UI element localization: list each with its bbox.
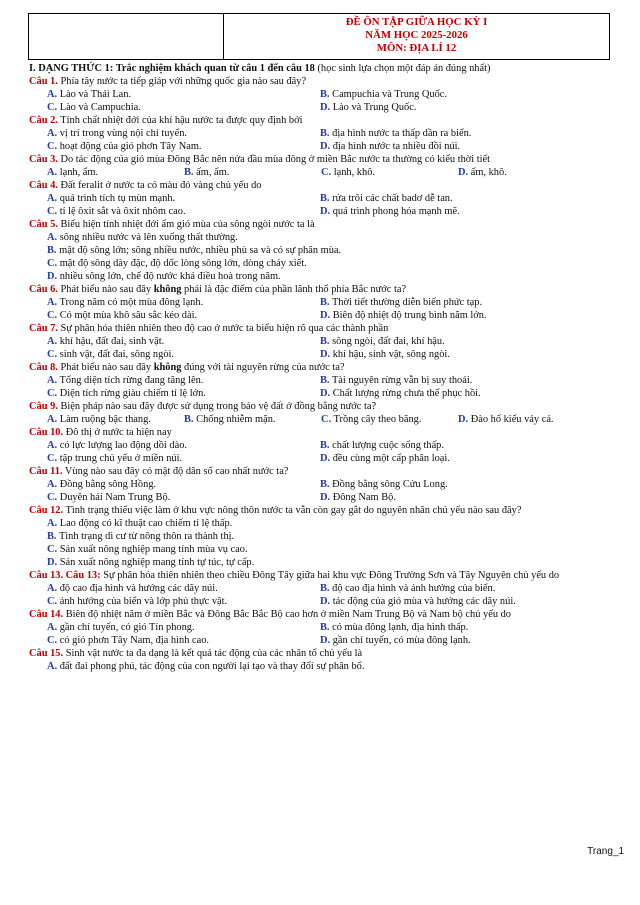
option-letter: C.: [47, 206, 58, 217]
option-text: rửa trôi các chất badơ dễ tan.: [332, 193, 453, 204]
option-letter: D.: [320, 492, 331, 503]
answer-option: [47, 88, 320, 101]
answer-option: [320, 478, 593, 491]
option-text: đều cùng một cấp phân loại.: [332, 453, 450, 464]
option-text: khí hậu, sinh vật, sông ngòi.: [332, 349, 450, 360]
question-text: Sự phân hóa thiên nhiên theo chiều Đông Tây giữa hai khu vực Đông Trường Sơn và Tây Nguyên chủ yếu do: [103, 570, 560, 581]
question-stem: [29, 283, 619, 296]
question-label: Câu 9.: [29, 401, 58, 412]
answer-option: [184, 413, 321, 426]
answer-option: [47, 582, 320, 595]
exam-content: [29, 62, 619, 673]
answer-option: [47, 595, 320, 608]
page-number: Trang_1: [587, 846, 624, 857]
answer-options: [47, 166, 619, 179]
answer-options: [47, 296, 619, 322]
option-letter: A.: [47, 479, 58, 490]
question-keyword: không: [153, 284, 182, 295]
option-letter: B.: [47, 531, 57, 542]
answer-option: [320, 296, 593, 309]
option-letter: A.: [47, 193, 58, 204]
option-letter: B.: [320, 479, 330, 490]
question-text: Đô thị ở nước ta hiện nay: [65, 427, 172, 438]
option-letter: B.: [320, 440, 330, 451]
question-stem: [29, 218, 619, 231]
option-text: Thời tiết thường diễn biến phức tạp.: [331, 297, 483, 308]
option-letter: D.: [320, 635, 331, 646]
option-text: mật độ sông lớn; sông nhiều nước, nhiều phù sa và có sự phân mùa.: [59, 245, 342, 256]
option-letter: C.: [47, 349, 58, 360]
option-text: nhiều sông lớn, chế độ nước khá điều hoà trong năm.: [59, 271, 281, 282]
option-text: tập trung chủ yếu ở miền núi.: [59, 453, 183, 464]
option-letter: C.: [47, 453, 58, 464]
answer-option: [458, 413, 595, 426]
subject: MÔN: ĐỊA LÍ 12: [376, 42, 457, 54]
answer-option: [320, 387, 593, 400]
option-text: Đồng bằng sông Cửu Long.: [332, 479, 448, 490]
option-text: ảnh hưởng của biển và lớp phủ thực vật.: [59, 596, 228, 607]
answer-options: [47, 88, 619, 114]
question-12: [29, 504, 619, 569]
option-text: khí hậu, đất đai, sinh vật.: [59, 336, 165, 347]
answer-option: [47, 439, 320, 452]
answer-option: [320, 439, 593, 452]
exam-header-box: [28, 13, 610, 60]
answer-option: [458, 166, 595, 179]
answer-option: [184, 166, 321, 179]
option-letter: C.: [47, 258, 58, 269]
question-label: Câu 14.: [29, 609, 64, 620]
answer-option: [47, 660, 619, 673]
question-label: Câu 12.: [29, 505, 64, 516]
option-letter: B.: [320, 375, 330, 386]
option-letter: A.: [47, 661, 58, 672]
answer-option: [47, 517, 619, 530]
option-letter: A.: [47, 518, 58, 529]
answer-option: [47, 166, 184, 179]
answer-option: [47, 231, 619, 244]
option-text: Lào và Thái Lan.: [59, 89, 132, 100]
question-14: [29, 608, 619, 647]
option-letter: C.: [47, 635, 58, 646]
question-label: Câu 15.: [29, 648, 64, 659]
answer-option: [47, 374, 320, 387]
answer-option: [320, 309, 593, 322]
option-text: Sản xuất nông nghiệp mang tính mùa vụ cao.: [59, 544, 248, 555]
option-letter: B.: [320, 336, 330, 347]
question-stem: [29, 75, 619, 88]
question-stem: [29, 465, 619, 478]
question-stem: [29, 426, 619, 439]
answer-option: [320, 192, 593, 205]
answer-options: [47, 413, 619, 426]
option-letter: B.: [320, 128, 330, 139]
option-text: Trồng cây theo băng.: [333, 414, 422, 425]
question-stem: [29, 647, 619, 660]
option-letter: A.: [47, 128, 58, 139]
option-text: Campuchia và Trung Quốc.: [332, 89, 448, 100]
question-text: Biểu hiện tính nhiệt đới ẩm gió mùa của sông ngòi nước ta là: [60, 219, 315, 230]
answer-option: [47, 140, 320, 153]
option-text: Lào và Campuchia.: [59, 102, 141, 113]
answer-option: [320, 140, 593, 153]
question-label: Câu 8.: [29, 362, 58, 373]
section-note: (học sinh lựa chọn một đáp án đúng nhất): [317, 63, 491, 74]
option-letter: A.: [47, 375, 58, 386]
answer-options: [47, 517, 619, 569]
option-text: đất đai phong phú, tác động của con người lại tạo và thay đổi sự phân bố.: [59, 661, 365, 672]
question-4: [29, 179, 619, 218]
option-letter: A.: [47, 583, 58, 594]
question-text: Sự phân hóa thiên nhiên theo độ cao ở nước ta biểu hiện rõ qua các thành phần: [60, 323, 389, 334]
option-text: Biên độ nhiệt độ trung bình năm lớn.: [332, 310, 487, 321]
option-text: lạnh, ẩm.: [59, 167, 99, 178]
answer-option: [320, 634, 593, 647]
option-letter: B.: [320, 297, 330, 308]
option-text: tỉ lệ ôxit sắt và ôxit nhôm cao.: [59, 206, 186, 217]
question-list: [29, 75, 619, 673]
question-label: Câu 3.: [29, 154, 58, 165]
option-letter: D.: [47, 557, 58, 568]
answer-option: [320, 88, 593, 101]
header-left-cell: [29, 14, 224, 59]
question-13: [29, 569, 619, 608]
option-text: Chất lượng rừng chưa thể phục hồi.: [332, 388, 481, 399]
option-letter: A.: [47, 89, 58, 100]
answer-option: [47, 556, 619, 569]
option-text: chất lượng cuộc sống thấp.: [332, 440, 444, 451]
answer-option: [320, 101, 593, 114]
option-letter: C.: [47, 102, 58, 113]
option-text: Tình trạng di cư từ nông thôn ra thành thị.: [58, 531, 235, 542]
option-letter: B.: [320, 583, 330, 594]
option-text: Có một mùa khô sâu sắc kéo dài.: [59, 310, 198, 321]
answer-option: [320, 582, 593, 595]
option-letter: C.: [321, 414, 332, 425]
question-stem: [29, 608, 619, 621]
option-text: quá trình phong hóa mạnh mẽ.: [332, 206, 460, 217]
question-label: Câu 4.: [29, 180, 58, 191]
answer-option: [321, 413, 458, 426]
option-text: Chống nhiễm mặn.: [196, 414, 276, 425]
question-text: Tình trạng thiếu việc làm ở khu vực nông thôn nước ta vẫn còn gay gắt do nguyên nhân chủ yếu nào sau đây?: [65, 505, 522, 516]
answer-option: [47, 621, 320, 634]
option-text: địa hình nước ta nhiều đồi núi.: [332, 141, 461, 152]
question-text: Phía tây nước ta tiếp giáp với những quốc gia nào sau đây?: [60, 76, 307, 87]
question-10: [29, 426, 619, 465]
option-letter: C.: [47, 141, 58, 152]
answer-option: [320, 595, 593, 608]
option-letter: A.: [47, 336, 58, 347]
option-text: Lao động có kĩ thuật cao chiếm tỉ lệ thấp.: [59, 518, 233, 529]
option-letter: D.: [320, 141, 331, 152]
answer-option: [47, 387, 320, 400]
question-stem: [29, 504, 619, 517]
option-text: Đồng bằng sông Hồng.: [59, 479, 157, 490]
option-letter: C.: [321, 167, 332, 178]
answer-option: [47, 309, 320, 322]
header-title-cell: [224, 14, 609, 59]
answer-option: [320, 348, 593, 361]
answer-option: [47, 348, 320, 361]
answer-option: [47, 257, 619, 270]
question-stem: [29, 153, 619, 166]
option-text: sông ngòi, đất đai, khí hậu.: [332, 336, 445, 347]
answer-options: [47, 335, 619, 361]
option-letter: A.: [47, 232, 58, 243]
option-letter: D.: [458, 414, 469, 425]
answer-options: [47, 582, 619, 608]
option-text: Đào hố kiểu vảy cá.: [470, 414, 554, 425]
question-text: Tính chất nhiệt đới của khí hậu nước ta được quy định bởi: [60, 115, 303, 126]
option-text: Lào và Trung Quốc.: [332, 102, 417, 113]
answer-option: [47, 491, 320, 504]
answer-option: [47, 478, 320, 491]
question-text-tail: đúng với tài nguyên rừng của nước ta?: [184, 362, 345, 373]
option-letter: A.: [47, 297, 58, 308]
option-text: vị trí trong vùng nội chí tuyến.: [59, 128, 187, 139]
option-text: hoạt động của gió phơn Tây Nam.: [59, 141, 202, 152]
answer-option: [47, 296, 320, 309]
option-letter: D.: [320, 349, 331, 360]
question-text: Phát biểu nào sau đây: [60, 284, 152, 295]
answer-options: [47, 127, 619, 153]
answer-options: [47, 192, 619, 218]
question-stem: [29, 569, 619, 582]
question-label: Câu 11.: [29, 466, 63, 477]
question-9: [29, 400, 619, 426]
answer-options: [47, 621, 619, 647]
answer-option: [47, 192, 320, 205]
option-text: độ cao địa hình và ảnh hưởng của biển.: [332, 583, 496, 594]
option-letter: B.: [184, 167, 194, 178]
option-text: quá trình tích tụ mùn mạnh.: [59, 193, 176, 204]
option-letter: D.: [320, 596, 331, 607]
answer-options: [47, 439, 619, 465]
option-letter: D.: [320, 310, 331, 321]
option-text: có lực lượng lao động dồi dào.: [59, 440, 187, 451]
question-5: [29, 218, 619, 283]
option-letter: D.: [320, 206, 331, 217]
option-letter: D.: [47, 271, 58, 282]
option-text: Tổng diện tích rừng đang tăng lên.: [59, 375, 204, 386]
question-stem: [29, 114, 619, 127]
answer-option: [47, 335, 320, 348]
option-text: Diện tích rừng giàu chiếm tỉ lệ lớn.: [59, 388, 206, 399]
option-text: sinh vật, đất đai, sông ngòi.: [59, 349, 175, 360]
answer-option: [47, 634, 320, 647]
section-title: [29, 62, 619, 75]
question-8: [29, 361, 619, 400]
answer-option: [320, 452, 593, 465]
answer-option: [47, 205, 320, 218]
question-stem: [29, 179, 619, 192]
question-label: Câu 7.: [29, 323, 58, 334]
option-letter: C.: [47, 596, 58, 607]
question-15: [29, 647, 619, 673]
answer-option: [47, 270, 619, 283]
section-title-text: I. DẠNG THỨC 1: Trắc nghiệm khách quan từ câu 1 đến câu 18: [29, 63, 315, 74]
option-letter: D.: [458, 167, 469, 178]
option-letter: C.: [47, 544, 58, 555]
option-text: gần chí tuyến, có mùa đông lạnh.: [332, 635, 471, 646]
option-letter: B.: [47, 245, 57, 256]
option-letter: C.: [47, 388, 58, 399]
answer-options: [47, 231, 619, 283]
answer-option: [320, 491, 593, 504]
option-text: Trong năm có một mùa đông lạnh.: [59, 297, 204, 308]
answer-options: [47, 660, 619, 673]
option-text: lạnh, khô.: [333, 167, 375, 178]
question-label: Câu 13. Câu 13:: [29, 570, 101, 581]
option-text: Tài nguyên rừng vẫn bị suy thoái.: [331, 375, 473, 386]
question-label: Câu 2.: [29, 115, 58, 126]
option-text: ấm, khô.: [470, 167, 507, 178]
option-text: gần chí tuyến, có gió Tín phong.: [59, 622, 195, 633]
option-letter: D.: [320, 453, 331, 464]
question-text: Đất feralit ở nước ta có màu đỏ vàng chủ yếu do: [60, 180, 262, 191]
question-text: Sinh vật nước ta đa dạng là kết quả tác động của các nhân tố chủ yếu là: [65, 648, 363, 659]
answer-option: [320, 374, 593, 387]
exam-title: ĐỀ ÔN TẬP GIỮA HỌC KỲ I: [345, 16, 488, 28]
question-label: Câu 1.: [29, 76, 58, 87]
answer-option: [320, 335, 593, 348]
question-keyword: không: [153, 362, 182, 373]
option-text: độ cao địa hình và hướng các dãy núi.: [59, 583, 218, 594]
question-stem: [29, 322, 619, 335]
option-letter: A.: [47, 622, 58, 633]
question-7: [29, 322, 619, 361]
answer-options: [47, 478, 619, 504]
answer-option: [47, 244, 619, 257]
question-text: Do tác động của gió mùa Đông Bắc nên nửa đầu mùa đông ở miền Bắc nước ta thường có kiểu thời tiết: [60, 154, 491, 165]
answer-option: [47, 413, 184, 426]
question-text: Biên độ nhiệt năm ở miền Bắc và Đông Bắc Bắc Bộ cao hơn ở miền Nam Trung Bộ và Nam bộ chủ yếu do: [65, 609, 511, 620]
answer-option: [47, 530, 619, 543]
question-label: Câu 5.: [29, 219, 58, 230]
option-letter: A.: [47, 167, 58, 178]
school-year: NĂM HỌC 2025-2026: [365, 29, 468, 41]
answer-option: [321, 166, 458, 179]
option-text: sông nhiều nước và lên xuống thất thường.: [59, 232, 238, 243]
option-letter: B.: [320, 89, 330, 100]
question-stem: [29, 361, 619, 374]
question-text-tail: phải là đặc điểm của phần lãnh thổ phía Bắc nước ta?: [184, 284, 407, 295]
question-11: [29, 465, 619, 504]
question-2: [29, 114, 619, 153]
question-text: Biện pháp nào sau đây được sử dụng trong bảo vệ đất ở đồng bằng nước ta?: [60, 401, 377, 412]
question-text: Vùng nào sau đây có mật độ dân số cao nhất nước ta?: [64, 466, 289, 477]
option-text: mật độ sông dày đặc, độ dốc lòng sông lớn, dòng chảy xiết.: [59, 258, 307, 269]
answer-option: [320, 621, 593, 634]
option-text: Làm ruộng bậc thang.: [59, 414, 151, 425]
option-letter: B.: [320, 622, 330, 633]
option-letter: B.: [320, 193, 330, 204]
option-letter: D.: [320, 388, 331, 399]
option-text: địa hình nước ta thấp dần ra biển.: [332, 128, 472, 139]
option-letter: C.: [47, 492, 58, 503]
option-letter: A.: [47, 440, 58, 451]
answer-option: [320, 205, 593, 218]
option-text: Duyên hải Nam Trung Bộ.: [59, 492, 171, 503]
question-label: Câu 10.: [29, 427, 64, 438]
answer-option: [47, 452, 320, 465]
option-letter: B.: [184, 414, 194, 425]
answer-option: [47, 101, 320, 114]
question-stem: [29, 400, 619, 413]
question-1: [29, 75, 619, 114]
option-letter: A.: [47, 414, 58, 425]
question-label: Câu 6.: [29, 284, 58, 295]
option-text: tác động của gió mùa và hướng các dãy núi.: [332, 596, 516, 607]
option-text: có gió phơn Tây Nam, địa hình cao.: [59, 635, 210, 646]
option-text: ấm, ẩm.: [196, 167, 230, 178]
option-text: có mùa đông lạnh, địa hình thấp.: [332, 622, 469, 633]
question-3: [29, 153, 619, 179]
answer-option: [47, 543, 619, 556]
question-text: Phát biểu nào sau đây: [60, 362, 152, 373]
option-letter: C.: [47, 310, 58, 321]
option-letter: D.: [320, 102, 331, 113]
question-6: [29, 283, 619, 322]
answer-options: [47, 374, 619, 400]
option-text: Sản xuất nông nghiệp mang tính tự túc, tự cấp.: [59, 557, 255, 568]
option-text: Đông Nam Bộ.: [332, 492, 396, 503]
answer-option: [320, 127, 593, 140]
answer-option: [47, 127, 320, 140]
